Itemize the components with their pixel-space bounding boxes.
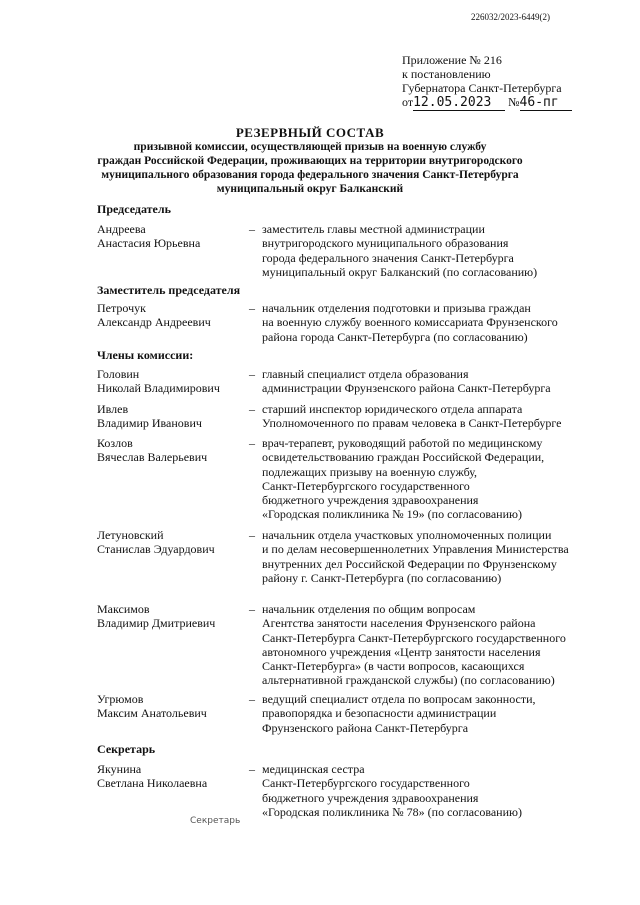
position-line: Санкт-Петербурга Санкт-Петербургского государственного — [262, 630, 566, 645]
person-name — [97, 301, 247, 330]
document-subtitle — [60, 140, 560, 196]
subtitle-line: муниципального образования города федерального значения Санкт-Петербурга — [101, 169, 519, 181]
position-line: главный специалист отдела образования — [262, 367, 469, 381]
person-name-line: Петрочук — [97, 301, 146, 315]
position-line: города федерального значения Санкт-Петербурга — [262, 250, 514, 265]
position-line: района города Санкт-Петербурга (по согласованию) — [262, 329, 528, 344]
position-line: начальник отдела участковых уполномоченных полиции — [262, 528, 552, 542]
position-line: «Городская поликлиника № 19» (по согласованию) — [262, 507, 522, 522]
person-name-line: Летуновский — [97, 528, 164, 542]
person-position — [262, 367, 612, 396]
dash-separator: – — [249, 602, 255, 616]
from-label: от — [402, 95, 414, 109]
position-line: и по делам несовершеннолетних Управления Министерства — [262, 542, 569, 557]
person-name-line: Андреева — [97, 222, 146, 236]
position-line: администрации Фрунзенского района Санкт-Петербурга — [262, 381, 551, 396]
person-position — [262, 602, 612, 688]
position-line: альтернативной гражданской службы) (по согласованию) — [262, 673, 555, 688]
position-line: Агентства занятости населения Фрунзенского района — [262, 616, 536, 631]
number-label: № — [508, 95, 520, 109]
person-name — [97, 528, 247, 557]
section-members: Члены комиссии: — [97, 348, 194, 362]
person-name — [97, 692, 247, 721]
person-position — [262, 301, 612, 344]
person-name-line: Головин — [97, 367, 140, 381]
person-name — [97, 602, 247, 631]
position-line: Санкт-Петербурга» (в части вопросов, касающихся — [262, 659, 525, 674]
position-line: внутригородского муниципального образования — [262, 236, 509, 251]
resolution-date: 12.05.2023 — [413, 96, 505, 111]
position-line: Уполномоченного по правам человека в Санкт-Петербурге — [262, 416, 562, 431]
position-line: на военную службу военного комиссариата Фрунзенского — [262, 315, 558, 330]
position-line: ведущий специалист отдела по вопросам законности, — [262, 692, 536, 706]
position-line: заместитель главы местной администрации — [262, 222, 485, 236]
position-line: бюджетного учреждения здравоохранения — [262, 790, 479, 805]
appendix-line-2: к постановлению — [402, 67, 491, 81]
person-name-line: Александр Андреевич — [97, 315, 211, 330]
position-line: автономного учреждения «Центр занятости населения — [262, 644, 541, 659]
person-name-line: Максим Анатольевич — [97, 706, 207, 721]
subtitle-line: призывной комиссии, осуществляющей призыв на военную службу — [133, 141, 487, 153]
subtitle-line: муниципальный округ Балканский — [216, 183, 404, 195]
position-line: Фрунзенского района Санкт-Петербурга — [262, 720, 469, 735]
position-line: медицинская сестра — [262, 762, 365, 776]
position-line: Санкт-Петербургского государственного — [262, 478, 470, 493]
person-position — [262, 402, 612, 431]
person-position — [262, 762, 612, 819]
dash-separator: – — [249, 222, 255, 236]
position-line: муниципальный округ Балканский (по согласованию) — [262, 264, 538, 279]
appendix-date-line — [402, 95, 602, 111]
person-name-line: Якунина — [97, 762, 142, 776]
position-line: внутренних дел Российской Федерации по Фрунзенскому — [262, 556, 557, 571]
dash-separator: – — [249, 402, 255, 416]
person-name-line: Анастасия Юрьевна — [97, 236, 201, 251]
position-line: Санкт-Петербургского государственного — [262, 776, 470, 791]
position-line: правопорядка и безопасности администрации — [262, 706, 497, 721]
section-secretary: Секретарь — [97, 742, 156, 756]
position-line: начальник отделения по общим вопросам — [262, 602, 476, 616]
appendix-block — [402, 53, 602, 111]
person-name-line: Светлана Николаевна — [97, 776, 208, 791]
position-line: врач-терапевт, руководящий работой по медицинскому — [262, 436, 543, 450]
document-title: РЕЗЕРВНЫЙ СОСТАВ — [235, 125, 385, 140]
appendix-line-1: Приложение № 216 — [402, 53, 502, 67]
position-line: подлежащих призыву на военную службу, — [262, 464, 478, 479]
person-name-line: Максимов — [97, 602, 150, 616]
person-position — [262, 692, 612, 735]
section-chairman: Председатель — [97, 202, 171, 216]
person-name — [97, 402, 247, 431]
person-name — [97, 367, 247, 396]
person-name-line: Ивлев — [97, 402, 129, 416]
position-line: освидетельствованию граждан Российской Федерации, — [262, 450, 545, 465]
position-line: бюджетного учреждения здравоохранения — [262, 493, 479, 508]
appendix-line-3: Губернатора Санкт-Петербурга — [402, 81, 562, 95]
person-name-line: Станислав Эдуардович — [97, 542, 215, 557]
dash-separator: – — [249, 436, 255, 450]
person-name — [97, 762, 247, 791]
person-name-line: Владимир Дмитриевич — [97, 616, 216, 631]
person-position — [262, 528, 612, 585]
position-line: «Городская поликлиника № 78» (по согласованию) — [262, 804, 522, 819]
position-line: начальник отделения подготовки и призыва граждан — [262, 301, 531, 315]
document-number: 226032/2023-6449(2) — [471, 12, 550, 22]
dash-separator: – — [249, 301, 255, 315]
dash-separator: – — [249, 762, 255, 776]
resolution-number: 46-пг — [520, 96, 572, 111]
person-position — [262, 222, 612, 279]
dash-separator: – — [249, 367, 255, 381]
person-name-line: Николай Владимирович — [97, 381, 220, 396]
stamp-text: Секретарь — [190, 816, 241, 826]
person-position — [262, 436, 612, 522]
person-name-line: Козлов — [97, 436, 133, 450]
person-name — [97, 436, 247, 465]
dash-separator: – — [249, 692, 255, 706]
section-deputy: Заместитель председателя — [97, 283, 241, 297]
subtitle-line: граждан Российской Федерации, проживающих на территории внутригородского — [97, 155, 523, 167]
person-name-line: Вячеслав Валерьевич — [97, 450, 208, 465]
dash-separator: – — [249, 528, 255, 542]
person-name-line: Угрюмов — [97, 692, 144, 706]
position-line: старший инспектор юридического отдела аппарата — [262, 402, 523, 416]
person-name-line: Владимир Иванович — [97, 416, 202, 431]
position-line: району г. Санкт-Петербурга (по согласованию) — [262, 570, 502, 585]
person-name — [97, 222, 247, 251]
